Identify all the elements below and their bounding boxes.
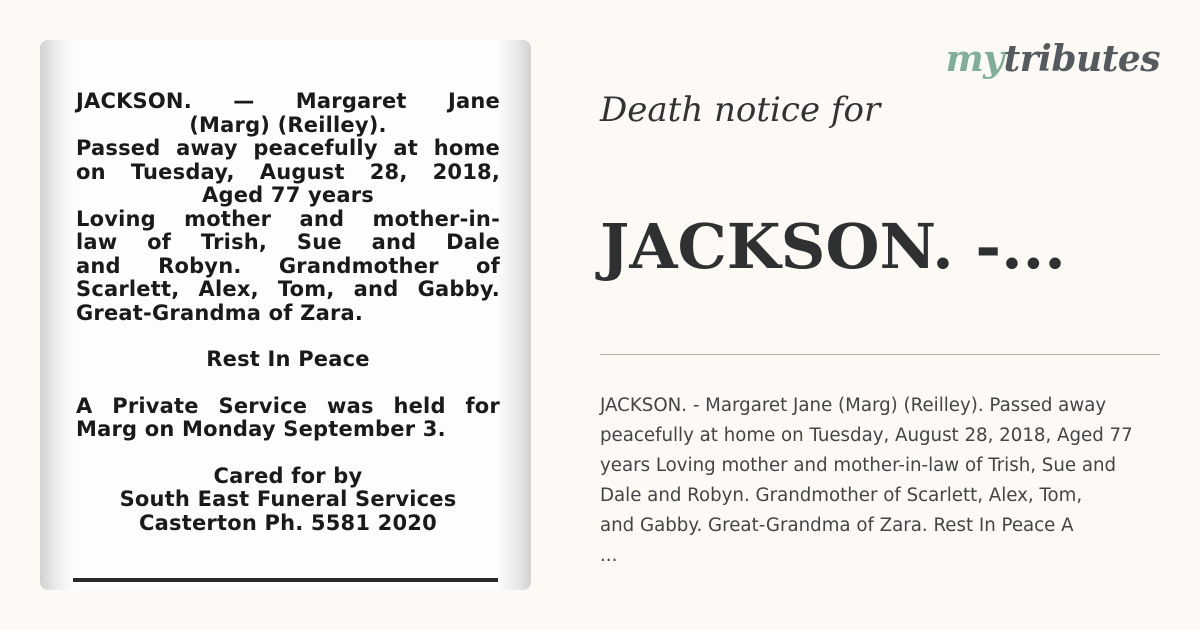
notice-line: on Tuesday, August 28, 2018,: [76, 159, 500, 184]
section-divider: [600, 354, 1160, 355]
notice-line: JACKSON. — Margaret Jane: [76, 89, 500, 113]
notice-line: Rest In Peace: [206, 347, 370, 371]
notice-summary: [600, 391, 1175, 571]
notice-line: Aged 77 years: [202, 183, 374, 207]
summary-line: and Gabby. Great-Grandma of Zara. Rest In Peace A: [600, 515, 1074, 536]
notice-line: and Robyn. Grandmother of: [76, 253, 500, 278]
summary-line: JACKSON. - Margaret Jane (Marg) (Reilley). Passed away: [600, 395, 1107, 416]
notice-line: A Private Service was held for: [76, 393, 500, 418]
notice-image-card: [40, 40, 531, 590]
logo-tributes: tributes: [1003, 38, 1160, 80]
notice-text: [76, 90, 500, 535]
deceased-name-heading: JACKSON. -...: [600, 210, 1066, 283]
notice-line: (Marg) (Reilley).: [189, 112, 387, 137]
notice-line: Loving mother and mother-in-: [76, 206, 500, 231]
notice-line: Great-Grandma of Zara.: [76, 300, 364, 325]
notice-line: Scarlett, Alex, Tom, and Gabby.: [76, 277, 500, 301]
notice-line: Passed away peacefully at home: [76, 136, 500, 160]
summary-line: ...: [600, 545, 618, 566]
notice-line: South East Funeral Services: [119, 487, 457, 511]
logo-my: my: [945, 38, 1004, 80]
notice-line: Cared for by: [213, 463, 363, 488]
summary-line: peacefully at home on Tuesday, August 28, 2018, Aged 77: [600, 425, 1133, 446]
notice-line: Casterton Ph. 5581 2020: [139, 510, 437, 535]
summary-line: years Loving mother and mother-in-law of Trish, Sue and: [600, 455, 1117, 476]
summary-line: Dale and Robyn. Grandmother of Scarlett, Alex, Tom,: [600, 485, 1083, 506]
notice-line: law of Trish, Sue and Dale: [76, 230, 500, 254]
notice-line: Marg on Monday September 3.: [76, 417, 446, 441]
mytributes-logo[interactable]: [946, 38, 1160, 80]
notice-bottom-rule: [73, 578, 498, 582]
notice-for-label: Death notice for: [600, 90, 881, 130]
